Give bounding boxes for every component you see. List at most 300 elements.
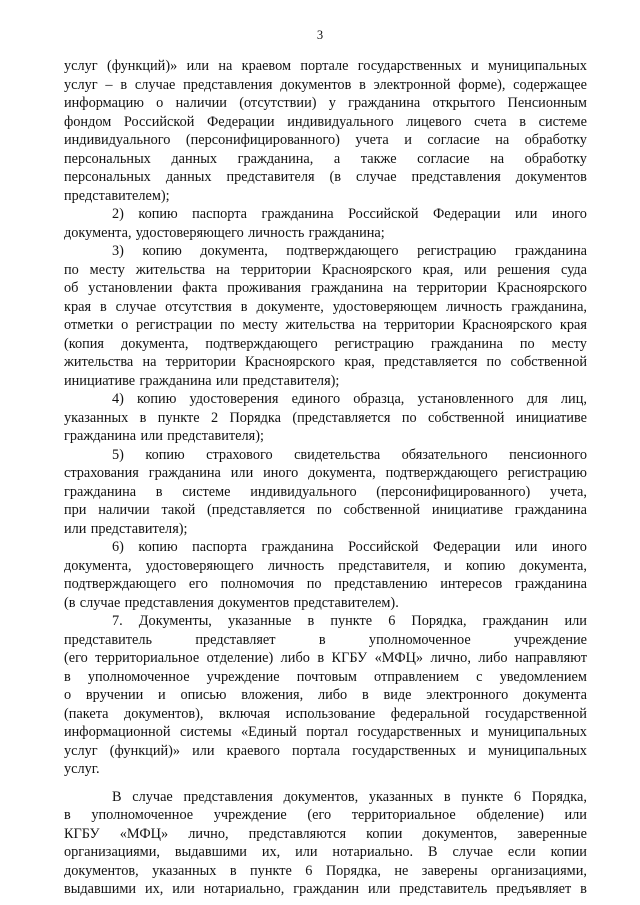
- paragraph-item-2: [64, 205, 587, 242]
- word: в: [580, 881, 587, 897]
- word: гражданин: [293, 881, 360, 897]
- text-line: [64, 686, 587, 705]
- word: края,: [422, 261, 454, 278]
- word: выдавшими: [64, 881, 137, 897]
- word: их,: [261, 844, 281, 860]
- text-line: [64, 316, 587, 335]
- word: паспорта: [192, 539, 248, 555]
- word: копию: [142, 243, 182, 259]
- text-line: [64, 205, 587, 224]
- text-line: [64, 131, 587, 150]
- word: Красноярского: [462, 317, 553, 333]
- word: представителя);: [90, 520, 188, 537]
- word: Документы,: [138, 613, 212, 629]
- word: в: [318, 631, 326, 648]
- word: документа,: [519, 557, 587, 574]
- word: установленного: [417, 391, 514, 407]
- word: копии: [366, 825, 403, 842]
- word: с: [476, 668, 483, 685]
- word: месту: [551, 335, 587, 352]
- word: пункте: [157, 409, 200, 426]
- word: представляется: [384, 354, 478, 370]
- word: отделение): [206, 650, 274, 666]
- word: уполномоченное: [91, 807, 194, 823]
- word: или: [215, 372, 239, 389]
- word: подтверждающего: [385, 465, 498, 481]
- text-line: [64, 825, 587, 844]
- word: на: [218, 58, 233, 74]
- word: случае: [452, 844, 493, 860]
- word: по: [519, 335, 535, 352]
- word: гражданин: [482, 613, 549, 629]
- word: инициативе: [431, 502, 503, 518]
- paragraph-intro-continuation: [64, 57, 587, 205]
- word: гражданина: [139, 372, 212, 389]
- word: края: [559, 317, 587, 333]
- text-line: [64, 501, 587, 520]
- text-line: [64, 446, 587, 465]
- word: фондом: [64, 113, 112, 130]
- word: индивидуального: [64, 132, 171, 148]
- text-line: [64, 649, 587, 668]
- word: индивидуального: [250, 483, 357, 500]
- word: инициативе: [515, 409, 587, 426]
- word: такой: [161, 502, 196, 518]
- word: портал: [306, 724, 349, 740]
- word: услуг.: [64, 761, 100, 777]
- word: «МФЦ»: [119, 825, 169, 842]
- word: подтверждающего: [64, 576, 177, 592]
- word: единого: [291, 391, 341, 407]
- word: документов: [280, 76, 352, 93]
- word: либо: [280, 650, 310, 666]
- text-line: [64, 483, 587, 502]
- word: территории: [416, 280, 488, 296]
- word: «МФЦ»: [374, 650, 424, 666]
- word: уполномоченное: [368, 631, 471, 648]
- word: случае: [356, 169, 397, 185]
- word: представления: [183, 788, 273, 805]
- word: гражданина: [261, 539, 334, 555]
- paragraph-point-7: [64, 612, 587, 779]
- word: документов: [218, 594, 290, 611]
- word: на: [490, 150, 505, 167]
- word: открытого: [432, 95, 496, 111]
- word: индивидуального: [287, 113, 394, 130]
- word: в: [99, 298, 107, 315]
- text-line: [64, 57, 587, 76]
- word: представляет: [195, 631, 276, 648]
- word: суда: [560, 261, 587, 278]
- word: собственной: [427, 409, 505, 426]
- text-line: [64, 279, 587, 298]
- word: пункте: [250, 862, 292, 879]
- word: пункте: [461, 788, 504, 805]
- word: регистрацию: [417, 243, 497, 259]
- word: данных: [165, 169, 212, 185]
- word: краевого: [226, 742, 280, 759]
- word: в: [240, 298, 248, 315]
- text-line: [64, 742, 587, 761]
- word: 6): [112, 539, 124, 555]
- word: в: [139, 409, 147, 426]
- page-number: 3: [316, 28, 324, 42]
- word: по: [306, 576, 322, 592]
- word: пенсионного: [509, 446, 587, 463]
- word: содержащее: [513, 76, 587, 93]
- word: удостоверяющего: [145, 557, 254, 574]
- word: документа,: [308, 465, 376, 481]
- word: персональных: [64, 150, 151, 167]
- word: удостоверяющем: [332, 298, 438, 315]
- word: согласие: [427, 132, 480, 148]
- word: представитель: [64, 631, 152, 648]
- text-line: [64, 76, 587, 95]
- word: (в: [329, 169, 342, 185]
- text-line: [64, 242, 587, 261]
- word: документа,: [120, 335, 189, 352]
- text-line: [64, 705, 587, 724]
- word: территориальное: [351, 807, 456, 823]
- word: организациями,: [64, 844, 160, 860]
- word: лиц,: [560, 391, 587, 407]
- word: личность: [248, 224, 305, 241]
- word: либо: [317, 687, 348, 703]
- word: согласие: [417, 150, 470, 167]
- word: услуг: [64, 742, 98, 759]
- word: (копия: [64, 335, 105, 352]
- word: у: [328, 95, 336, 111]
- word: паспорта: [192, 206, 248, 222]
- word: электронного: [426, 687, 509, 703]
- word: края,: [344, 354, 375, 370]
- word: описью: [180, 687, 227, 703]
- word: личность: [446, 298, 503, 315]
- word: и: [470, 58, 479, 74]
- word: КГБУ: [64, 825, 100, 842]
- word: нотариально.: [332, 844, 414, 860]
- word: пункте: [330, 613, 373, 629]
- paragraph-item-4: [64, 390, 587, 446]
- word: установлении: [88, 280, 173, 296]
- word: счета: [474, 113, 507, 130]
- word: вложения,: [241, 687, 304, 703]
- text-line: [64, 427, 587, 446]
- word: отправлением: [374, 668, 460, 685]
- word: данных: [171, 150, 218, 167]
- word: государственных: [352, 742, 457, 759]
- text-line: [64, 575, 587, 594]
- word: регистрацию: [334, 335, 414, 352]
- word: (в: [64, 594, 76, 611]
- word: использование: [285, 705, 376, 722]
- word: системе: [538, 113, 587, 130]
- word: на: [393, 280, 408, 296]
- word: жительства: [64, 354, 134, 370]
- word: документа,: [64, 224, 132, 241]
- word: случае: [115, 298, 157, 315]
- word: собственной: [343, 502, 421, 518]
- word: системы: [179, 724, 232, 740]
- word: указанных: [64, 409, 129, 426]
- text-line: [64, 168, 587, 187]
- word: включая: [219, 705, 271, 722]
- word: учреждение: [213, 807, 287, 823]
- paragraph-copies: [64, 788, 587, 899]
- word: интересов: [440, 576, 503, 592]
- word: гражданина: [514, 576, 587, 592]
- word: в: [307, 613, 315, 629]
- word: В: [112, 788, 122, 805]
- word: также: [360, 150, 397, 167]
- word: удостоверяющего: [135, 224, 244, 241]
- word: в: [120, 76, 128, 93]
- text-line: [64, 723, 587, 742]
- word: иного: [551, 206, 587, 222]
- word: и: [404, 132, 412, 148]
- word: копию: [138, 539, 178, 555]
- word: случае: [79, 594, 121, 611]
- word: случае: [132, 788, 173, 805]
- text-line: [64, 788, 587, 807]
- word: или: [140, 428, 163, 444]
- word: факта: [182, 280, 218, 296]
- word: в: [361, 687, 369, 703]
- word: документов: [515, 169, 587, 185]
- word: полномочия: [220, 576, 295, 592]
- text-line: [64, 94, 587, 113]
- word: или: [192, 742, 215, 759]
- word: и: [158, 687, 166, 703]
- text-line: [64, 353, 587, 372]
- word: уведомлением: [499, 668, 587, 685]
- text-line: [64, 668, 587, 687]
- text-line: [64, 760, 587, 779]
- word: и: [468, 742, 476, 759]
- word: документа: [523, 687, 587, 703]
- word: или: [564, 807, 587, 823]
- word: выдавшими: [174, 844, 247, 860]
- word: (отсутствии): [239, 95, 317, 111]
- text-line: [64, 335, 587, 354]
- word: вручении: [85, 687, 144, 703]
- word: по: [64, 261, 79, 278]
- word: подтверждающего: [205, 335, 318, 352]
- word: представителя);: [242, 372, 340, 389]
- word: или: [514, 539, 538, 555]
- word: 6: [388, 613, 396, 629]
- word: (персонифицированного): [185, 132, 340, 148]
- text-line: [64, 224, 587, 243]
- paragraph-item-5: [64, 446, 587, 539]
- word: персональных: [64, 169, 151, 185]
- word: иного: [551, 539, 587, 555]
- word: лицевого: [406, 113, 462, 130]
- word: предъявляет: [496, 881, 572, 897]
- word: а: [333, 150, 341, 167]
- word: по: [486, 354, 502, 370]
- word: гражданина: [514, 243, 587, 259]
- word: портале: [300, 58, 349, 74]
- word: подтверждающего: [286, 243, 399, 259]
- word: представления: [183, 76, 273, 93]
- word: обработку: [524, 132, 587, 148]
- word: регистрацию: [507, 465, 587, 481]
- word: наличии: [98, 502, 150, 518]
- word: 6: [305, 862, 313, 879]
- word: Пенсионным: [507, 95, 587, 111]
- word: гражданина: [311, 280, 384, 296]
- word: указанные: [227, 613, 292, 629]
- word: обработку: [524, 150, 587, 167]
- word: 5): [112, 446, 124, 463]
- word: жительства: [285, 317, 355, 333]
- word: если: [507, 844, 536, 860]
- text-line: [64, 150, 587, 169]
- word: или: [186, 58, 209, 74]
- word: гражданина: [64, 483, 137, 500]
- word: информацию: [64, 95, 144, 111]
- word: гражданина,: [511, 298, 587, 315]
- text-line: [64, 261, 587, 280]
- word: муниципальных: [487, 742, 587, 759]
- paragraph-gap: [64, 779, 587, 788]
- word: 6: [513, 788, 522, 805]
- word: учреждение: [206, 668, 280, 685]
- word: почтовым: [296, 668, 357, 685]
- word: Порядка: [229, 409, 282, 426]
- word: в: [64, 668, 71, 685]
- word: решения: [497, 261, 551, 278]
- word: или: [172, 881, 195, 897]
- word: Красноярского: [321, 261, 412, 278]
- word: Федерации: [432, 206, 501, 222]
- word: нотариально,: [203, 881, 285, 897]
- word: или: [464, 261, 487, 278]
- word: КГБУ: [331, 650, 368, 666]
- word: учреждение: [514, 631, 587, 648]
- word: территории: [240, 261, 311, 278]
- word: Порядка,: [325, 862, 381, 879]
- word: на: [142, 354, 157, 370]
- word: гражданина: [261, 206, 334, 222]
- word: лично,: [430, 650, 471, 666]
- word: (пакета: [64, 705, 109, 722]
- word: услуг: [64, 76, 98, 93]
- text-line: [64, 594, 587, 613]
- word: обделение): [476, 807, 544, 823]
- text-line: [64, 113, 587, 132]
- word: территориальное: [95, 650, 200, 666]
- paragraph-item-6: [64, 538, 587, 612]
- word: представления: [124, 594, 214, 611]
- word: (представляется: [292, 409, 391, 426]
- word: его: [188, 576, 208, 592]
- word: или: [64, 520, 87, 537]
- word: гражданина: [348, 95, 421, 111]
- word: об: [64, 280, 79, 296]
- word: представитель: [399, 881, 488, 897]
- word: Красноярского: [245, 354, 336, 370]
- word: документов),: [124, 705, 204, 722]
- word: обязательного: [401, 446, 488, 463]
- word: в: [229, 862, 237, 879]
- word: 3): [112, 243, 124, 259]
- word: организациями,: [490, 862, 587, 879]
- word: о: [121, 317, 129, 333]
- word: копии: [550, 844, 587, 860]
- word: не: [394, 862, 409, 879]
- word: краевом: [241, 58, 291, 74]
- word: указанных: [152, 862, 217, 879]
- word: в: [519, 113, 526, 130]
- word: Российской: [348, 539, 419, 555]
- word: и: [444, 557, 452, 574]
- word: представителя: [226, 169, 315, 185]
- word: услуг: [64, 58, 98, 74]
- text-line: [64, 409, 587, 428]
- word: представителя,: [338, 557, 430, 574]
- word: представления: [411, 169, 501, 185]
- word: при: [64, 502, 87, 518]
- text-line: [64, 612, 587, 631]
- word: представителем);: [64, 187, 170, 204]
- word: наличии: [175, 95, 227, 111]
- word: муниципальных: [487, 724, 587, 740]
- text-line: [64, 806, 587, 825]
- word: территории: [384, 317, 455, 333]
- word: учета: [355, 132, 389, 148]
- word: Порядка,: [531, 788, 587, 805]
- document-body: [64, 57, 587, 899]
- text-line: [64, 631, 587, 650]
- word: случае: [134, 76, 176, 93]
- word: инициативе: [64, 372, 136, 389]
- word: (персонифицированного): [376, 483, 531, 500]
- word: 4): [112, 391, 124, 407]
- word: представляются: [248, 825, 347, 842]
- word: документа,: [200, 243, 268, 259]
- word: форме),: [458, 76, 506, 93]
- word: Федерации: [207, 113, 275, 130]
- word: (представляется: [207, 502, 306, 518]
- word: Федерации: [432, 539, 501, 555]
- word: страхового: [206, 446, 273, 463]
- word: о: [156, 95, 164, 111]
- word: гражданина: [148, 465, 221, 481]
- word: копию: [138, 206, 178, 222]
- word: образца,: [353, 391, 405, 407]
- word: месту: [242, 317, 278, 333]
- word: (его: [64, 650, 88, 666]
- word: на: [495, 132, 510, 148]
- word: «Единый: [241, 724, 297, 740]
- text-line: [64, 390, 587, 409]
- word: гражданина;: [308, 224, 385, 241]
- word: их,: [145, 881, 164, 897]
- word: свидетельства: [294, 446, 381, 463]
- word: или: [367, 881, 391, 897]
- word: на: [362, 317, 377, 333]
- text-line: [64, 187, 587, 206]
- word: 7.: [112, 613, 123, 629]
- word: направляют: [515, 650, 587, 666]
- word: документа,: [64, 557, 132, 574]
- word: лично,: [188, 825, 229, 842]
- word: представителем).: [293, 594, 399, 611]
- paragraph-item-3: [64, 242, 587, 390]
- word: виде: [383, 687, 412, 703]
